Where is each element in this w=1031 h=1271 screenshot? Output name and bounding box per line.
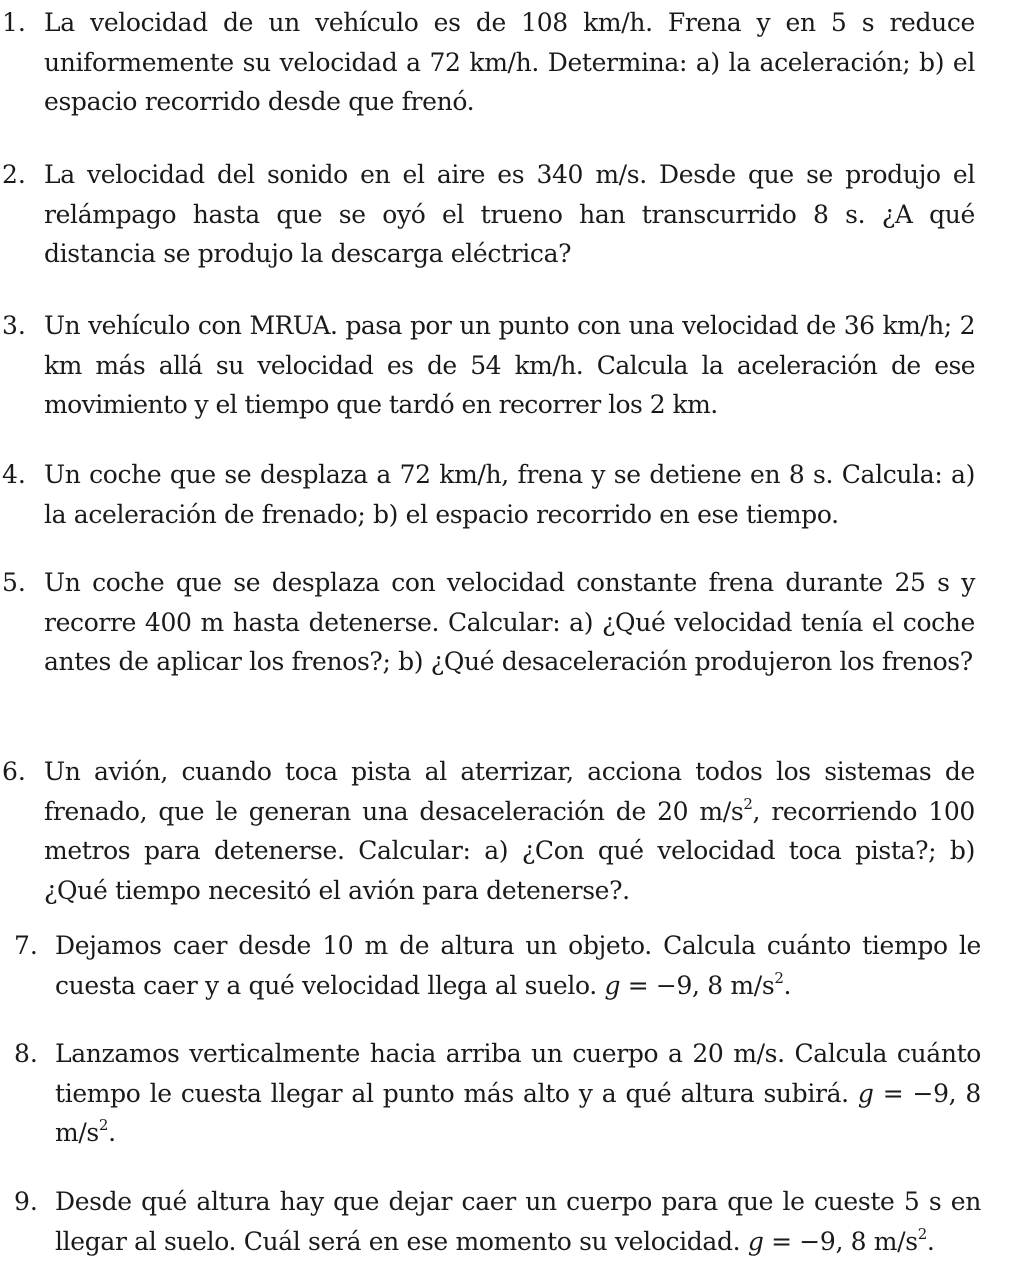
problem-number: 8. <box>14 1039 38 1068</box>
problem-text: La velocidad de un vehículo es de 108 km/h. Frena y en 5 s reduce uniformemente su velocidad a 72 km/h. Determina: a) la aceleración; b) el espacio recorrido desde que frenó. <box>44 8 975 116</box>
problem-number: 9. <box>14 1187 38 1216</box>
problem-text <box>44 752 975 910</box>
problem-text-part: , recorriendo 100 metros para detenerse. Calcular: a) ¿Con qué velocidad toca pista?; b) ¿Qué tiempo necesitó el avión para detenerse?. <box>44 796 975 905</box>
problem-number: 4. <box>2 460 26 489</box>
sentence-end: . <box>783 970 792 1000</box>
problem-text-part: Un avión, cuando toca pista al aterrizar, acciona todos los sistemas de frenado, que le generan una desaceleración de 20 m/s <box>44 757 975 826</box>
exponent: 2 <box>743 794 753 813</box>
exponent: 2 <box>98 1116 109 1134</box>
exponent: 2 <box>917 1224 927 1243</box>
gravity-value: = −9, 8 m/s <box>55 1078 981 1147</box>
gravity-symbol: g <box>604 970 621 1000</box>
exponent: 2 <box>774 968 784 987</box>
problem-text <box>55 926 981 1005</box>
gravity-symbol: g <box>747 1226 764 1256</box>
sentence-end: . <box>108 1118 116 1147</box>
gravity-value: = −9, 8 m/s <box>763 1226 918 1256</box>
problem-text <box>55 1034 981 1153</box>
problem-number: 2. <box>2 160 26 189</box>
problem-text-part: Lanzamos verticalmente hacia arriba un cuerpo a 20 m/s. Calcula cuánto tiempo le cuesta llegar al punto más alto y a qué altura subirá. <box>55 1039 981 1108</box>
problem-text-part: Desde qué altura hay que dejar caer un cuerpo para que le cueste 5 s en llegar al suelo. Cuál será en ese momento su velocidad. <box>55 1187 981 1256</box>
problem-text: Un coche que se desplaza a 72 km/h, frena y se detiene en 8 s. Calcula: a) la aceleración de frenado; b) el espacio recorrido en ese tiempo. <box>44 460 975 529</box>
problem-number: 1. <box>2 8 26 37</box>
gravity-value: = −9, 8 m/s <box>620 970 775 1000</box>
problem-number: 6. <box>2 757 26 786</box>
problem-text-part: Dejamos caer desde 10 m de altura un objeto. Calcula cuánto tiempo le cuesta caer y a qué velocidad llega al suelo. <box>55 931 981 1000</box>
sentence-end: . <box>926 1226 935 1256</box>
problem-text: Un vehículo con MRUA. pasa por un punto con una velocidad de 36 km/h; 2 km más allá su velocidad es de 54 km/h. Calcula la aceleración de ese movimiento y el tiempo que tardó en recorrer los 2 km. <box>44 311 975 419</box>
problem-text: Un coche que se desplaza con velocidad constante frena durante 25 s y recorre 400 m hasta detenerse. Calcular: a) ¿Qué velocidad tenía el coche antes de aplicar los frenos?; b) ¿Qué desaceleración produjeron los frenos? <box>44 568 975 676</box>
problem-number: 7. <box>14 931 38 960</box>
problem-number: 5. <box>2 568 26 597</box>
gravity-symbol: g <box>857 1078 874 1108</box>
problem-number: 3. <box>2 311 26 340</box>
problem-text <box>55 1182 981 1261</box>
problem-text: La velocidad del sonido en el aire es 340 m/s. Desde que se produjo el relámpago hasta que se oyó el trueno han transcurrido 8 s. ¿A qué distancia se produjo la descarga eléctrica? <box>44 160 975 268</box>
